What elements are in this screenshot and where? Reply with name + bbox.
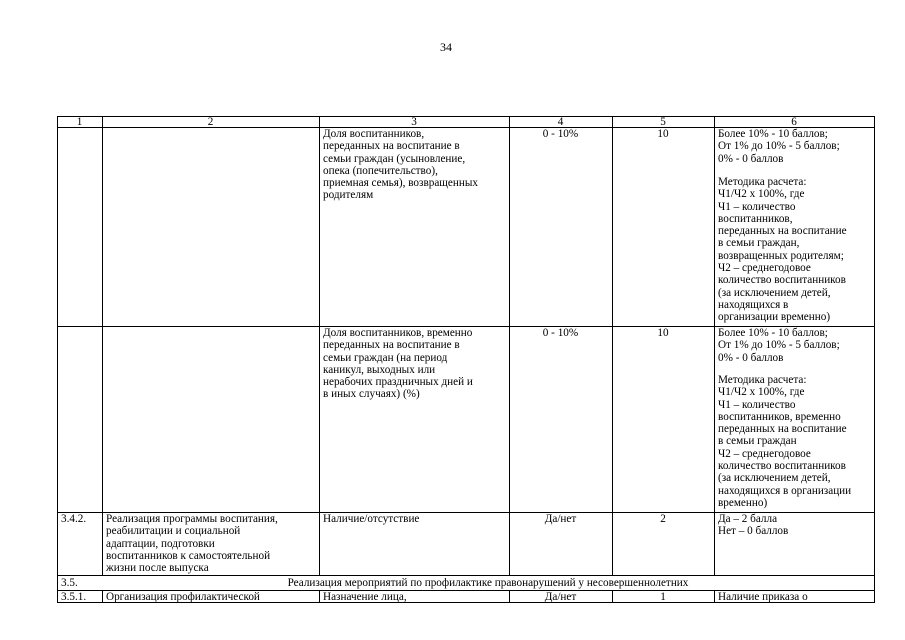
- table-border-left: [57, 116, 58, 603]
- col-4-rule: [612, 116, 613, 576]
- col-1-rule-last: [102, 590, 103, 603]
- item-number: 3.5.1.: [61, 591, 87, 603]
- item-name: Реализация программы воспитания, реабилитации и социальной адаптации, подготовки воспитанников к самостоятельной жизни после выпуска: [106, 513, 278, 575]
- max-points: 1: [660, 591, 666, 603]
- page-number: 34: [440, 40, 452, 54]
- criteria-table: [57, 116, 875, 603]
- indicator-text: Доля воспитанников, переданных на воспитание в семьи граждан (усыновление, опека (попечительство), приемная семья), возвращенных родителям: [323, 128, 478, 202]
- header-cell: 4: [557, 116, 564, 128]
- max-points: 10: [657, 327, 669, 339]
- col-2-rule-last: [319, 590, 320, 603]
- item-name: Организация профилактической: [106, 591, 260, 603]
- value-range: Да/нет: [544, 513, 577, 525]
- indicator-text: Наличие/отсутствие: [323, 513, 420, 525]
- header-cell: 6: [791, 116, 797, 128]
- calculation-method: Методика расчета: Ч1/Ч2 x 100%, где Ч1 – количество воспитанников, временно переданных на воспитание в семьи граждан Ч2 – среднегодовое количество воспитанников (за исключением детей, находящихся в организации временно): [718, 374, 852, 509]
- header-cell: 1: [76, 116, 83, 128]
- col-3-rule: [509, 116, 510, 576]
- table-border-right: [874, 116, 875, 603]
- max-points: 10: [657, 128, 669, 140]
- max-points: 2: [660, 513, 666, 525]
- header-cell: 5: [660, 116, 666, 128]
- item-number: 3.4.2.: [61, 513, 87, 525]
- col-1-rule: [102, 116, 103, 576]
- indicator-text: Доля воспитанников, временно переданных на воспитание в семьи граждан (на период каникул, выходных или нерабочих праздничных дней и в иных случаях) (%): [323, 327, 473, 401]
- scoring-text: Более 10% - 10 баллов; От 1% до 10% - 5 баллов; 0% - 0 баллов: [718, 128, 840, 165]
- scoring-text: Более 10% - 10 баллов; От 1% до 10% - 5 баллов; 0% - 0 баллов: [718, 327, 840, 364]
- calculation-method: Методика расчета: Ч1/Ч2 x 100%, где Ч1 – количество воспитанников, переданных на воспитание в семьи граждан, возвращенных родителям; Ч2 – среднегодовое количество воспитанников (за исключением детей, находящихся в организации временно): [718, 176, 847, 324]
- col-5-rule: [714, 116, 715, 576]
- value-range: 0 - 10%: [542, 128, 579, 140]
- scoring-text: Наличие приказа о: [718, 591, 808, 603]
- value-range: Да/нет: [544, 591, 577, 603]
- section-title: Реализация мероприятий по профилактике правонарушений у несовершеннолетних: [287, 577, 689, 589]
- col-5-rule-last: [714, 590, 715, 603]
- header-cell: 3: [411, 116, 417, 128]
- section-number: 3.5.: [61, 577, 78, 589]
- indicator-text: Назначение лица,: [323, 591, 407, 603]
- value-range: 0 - 10%: [542, 327, 579, 339]
- scoring-text: Да – 2 балла Нет – 0 баллов: [718, 513, 789, 538]
- col-2-rule: [319, 116, 320, 576]
- row-3-bottom-rule: [57, 575, 875, 576]
- header-cell: 2: [207, 116, 214, 128]
